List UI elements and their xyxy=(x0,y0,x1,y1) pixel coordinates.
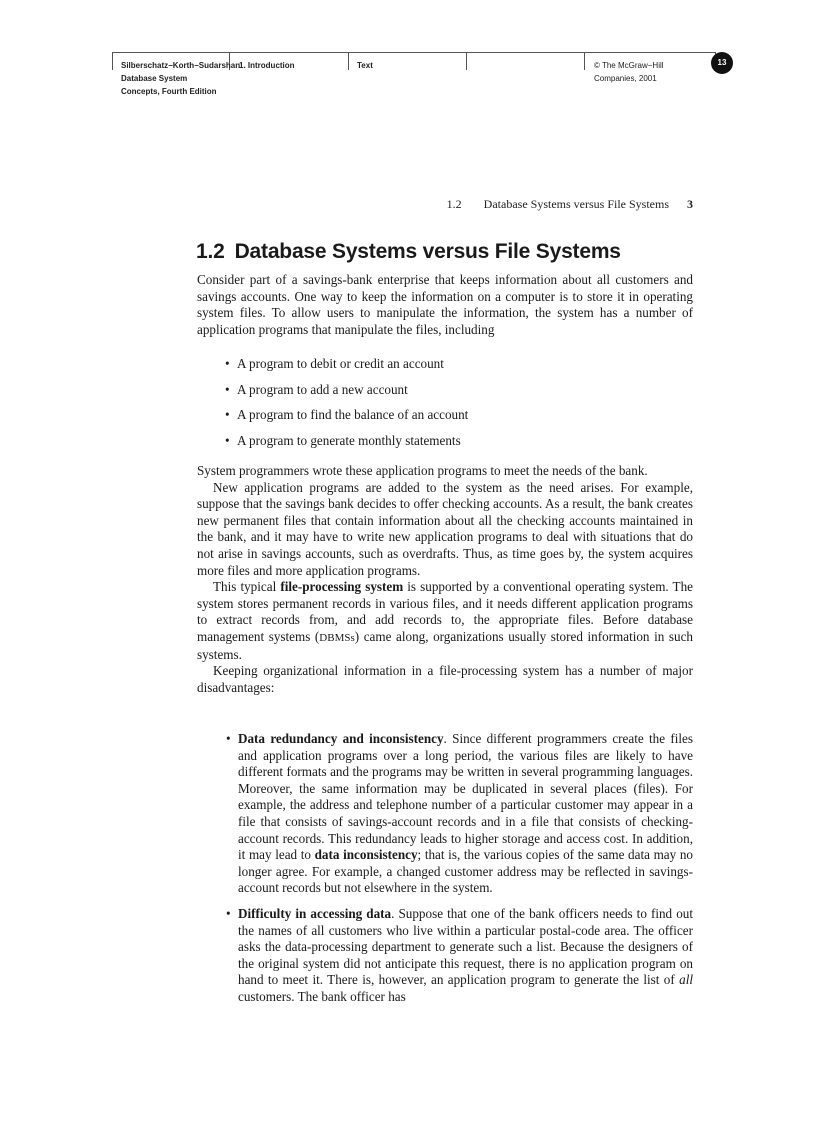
header-divider xyxy=(112,52,113,70)
header-book-edition: Concepts, Fourth Edition xyxy=(121,87,217,96)
header-book-title: Database System xyxy=(121,74,188,83)
paragraph: This typical file-processing system is supported by a conventional operating system. The system stores permanent records in various files, and it needs different application programs to extract records from, and add records to, the appropriate files. Before database management systems (DBMSs) came along, organizations usually stored information in such systems. xyxy=(197,579,693,662)
emphasis: all xyxy=(679,972,693,988)
section-title: Database Systems versus File Systems xyxy=(234,240,621,263)
list-item: • A program to find the balance of an account xyxy=(225,407,469,423)
body-block xyxy=(197,463,693,696)
paragraph: System programmers wrote these application programs to meet the needs of the bank. xyxy=(197,463,648,478)
list-item: • Difficulty in accessing data. Suppose that one of the bank officers needs to find out the names of all customers who live within a particular postal-code area. The officer asks the data-processing department to generate such a list. Because the designers of the original system did not anticipate this request, there is no application program on hand to meet it. There is, however, an application program to generate the list of all customers. The bank officer has xyxy=(226,905,693,1004)
running-head-title: Database Systems versus File Systems xyxy=(483,197,669,211)
header-divider xyxy=(584,52,585,70)
header-authors: Silberschatz−Korth−Sudarshan: xyxy=(121,61,243,70)
intro-block xyxy=(197,272,693,338)
disadvantages-list xyxy=(226,731,693,1006)
header-chapter: 1. Introduction xyxy=(239,61,295,70)
key-term: data inconsistency xyxy=(314,847,418,863)
list-item: • A program to debit or credit an account xyxy=(225,356,444,371)
running-head xyxy=(300,197,693,212)
abbreviation: DBMSs xyxy=(319,631,355,644)
section-number: 1.2 xyxy=(196,240,225,263)
intro-paragraph: Consider part of a savings-bank enterprise that keeps information about all customers and savings accounts. One way to keep the information on a computer is to store it in operating system files. To allow users to manipulate the information, the system has a number of application programs that manipulate the files, including xyxy=(197,272,693,337)
running-head-page-number: 3 xyxy=(687,197,693,211)
running-head-section-number: 1.2 xyxy=(446,197,462,211)
page-number-badge: 13 xyxy=(711,52,733,74)
header-divider xyxy=(466,52,467,70)
key-term: Difficulty in accessing data xyxy=(238,905,392,921)
list-item: • A program to add a new account xyxy=(225,381,408,397)
header-copyright-companies: Companies, 2001 xyxy=(594,74,657,83)
header-copyright: © The McGraw−Hill xyxy=(594,61,664,70)
program-list xyxy=(225,356,677,458)
key-term: file-processing system xyxy=(280,579,404,595)
list-item: • Data redundancy and inconsistency. Since different programmers create the files and application programs over a long period, the various files are likely to have different formats and the programs may be written in several programming languages. Moreover, the same information may be duplicated in several places (files). For example, the address and telephone number of a particular customer may appear in a file that consists of savings-account records and in a file that consists of checking-account records. This redundancy leads to higher storage and access cost. In addition, it may lead to data inconsistency; that is, the various copies of the same data may no longer agree. For example, a changed customer address may be reflected in savings-account records but not elsewhere in the system. xyxy=(226,731,693,896)
paragraph: New application programs are added to the system as the need arises. For example, suppose that the savings bank decides to offer checking accounts. As a result, the bank creates new permanent files that contain information about all the checking accounts maintained in the bank, and it may have to write new application programs to deal with situations that do not arise in savings accounts, such as overdrafts. Thus, as time goes by, the system acquires more files and more application programs. xyxy=(197,479,693,578)
section-heading xyxy=(196,240,696,264)
header-part: Text xyxy=(357,61,373,70)
key-term: Data redundancy and inconsistency xyxy=(238,731,444,746)
header-divider xyxy=(348,52,349,70)
list-item: • A program to generate monthly statements xyxy=(225,432,461,448)
paragraph: Keeping organizational information in a file-processing system has a number of major disadvantages: xyxy=(197,663,693,695)
